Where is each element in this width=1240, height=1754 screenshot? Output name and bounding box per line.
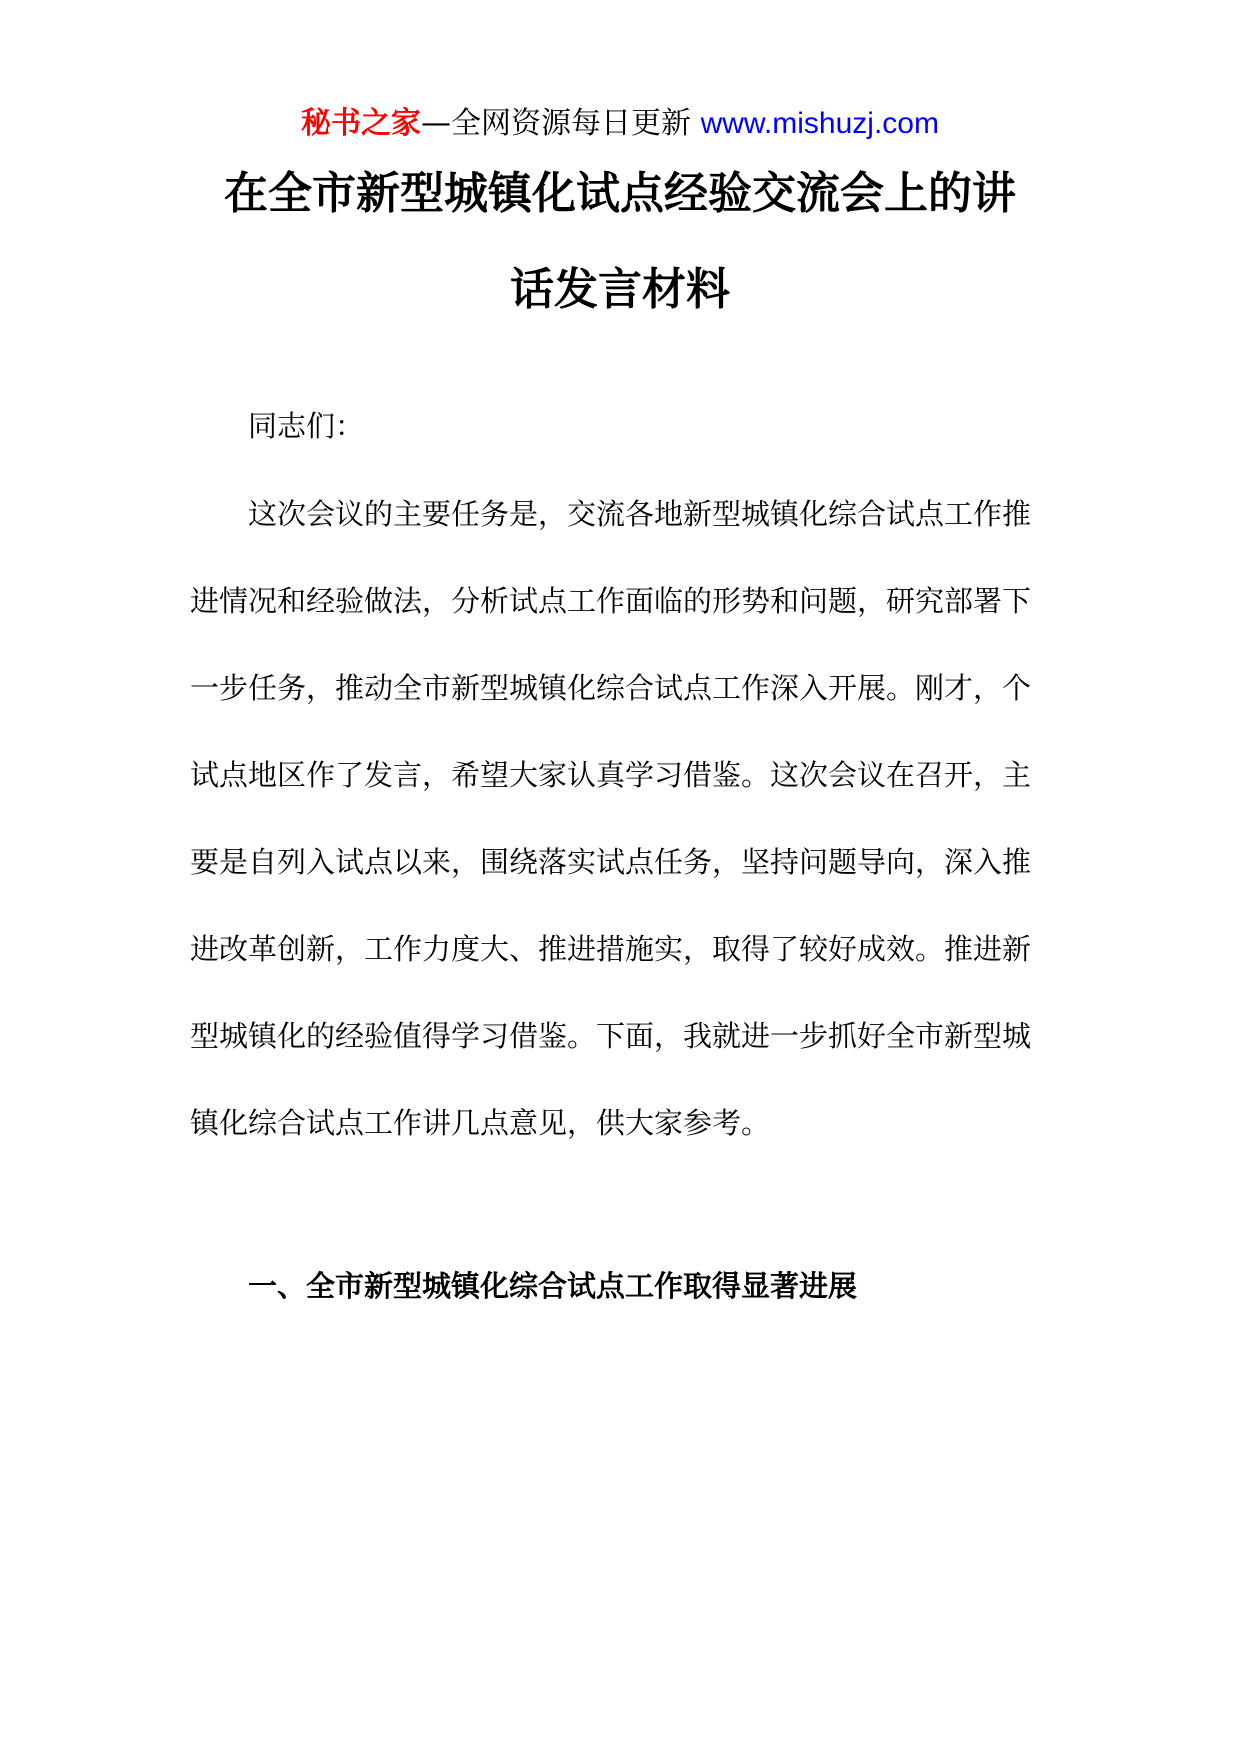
body-line: 这次会议的主要任务是，交流各地新型城镇化综合试点工作推 bbox=[248, 497, 1032, 531]
header-tagline: —全网资源每日更新 bbox=[421, 106, 701, 141]
salutation: 同志们： bbox=[248, 409, 365, 443]
body-line: 型城镇化的经验值得学习借鉴。下面，我就进一步抓好全市新型城 bbox=[190, 1019, 1032, 1053]
site-link[interactable]: www.mishuzj.com bbox=[700, 107, 939, 140]
body-line: 试点地区作了发言，希望大家认真学习借鉴。这次会议在召开，主 bbox=[190, 758, 1032, 792]
document-title-line-2: 话发言材料 bbox=[510, 264, 730, 315]
body-line: 要是自列入试点以来，围绕落实试点任务，坚持问题导向，深入推 bbox=[190, 845, 1032, 879]
brand-name: 秘书之家 bbox=[301, 106, 422, 141]
body-line: 进情况和经验做法，分析试点工作面临的形势和问题，研究部署下 bbox=[190, 584, 1032, 618]
body-line: 镇化综合试点工作讲几点意见，供大家参考。 bbox=[190, 1106, 771, 1140]
section-heading: 一、全市新型城镇化综合试点工作取得显著进展 bbox=[248, 1269, 858, 1303]
document-title-line-1: 在全市新型城镇化试点经验交流会上的讲 bbox=[224, 168, 1016, 219]
body-line: 一步任务，推动全市新型城镇化综合试点工作深入开展。刚才，个 bbox=[190, 671, 1032, 705]
body-line: 进改革创新，工作力度大、推进措施实，取得了较好成效。推进新 bbox=[190, 932, 1032, 966]
site-header bbox=[0, 104, 1240, 144]
